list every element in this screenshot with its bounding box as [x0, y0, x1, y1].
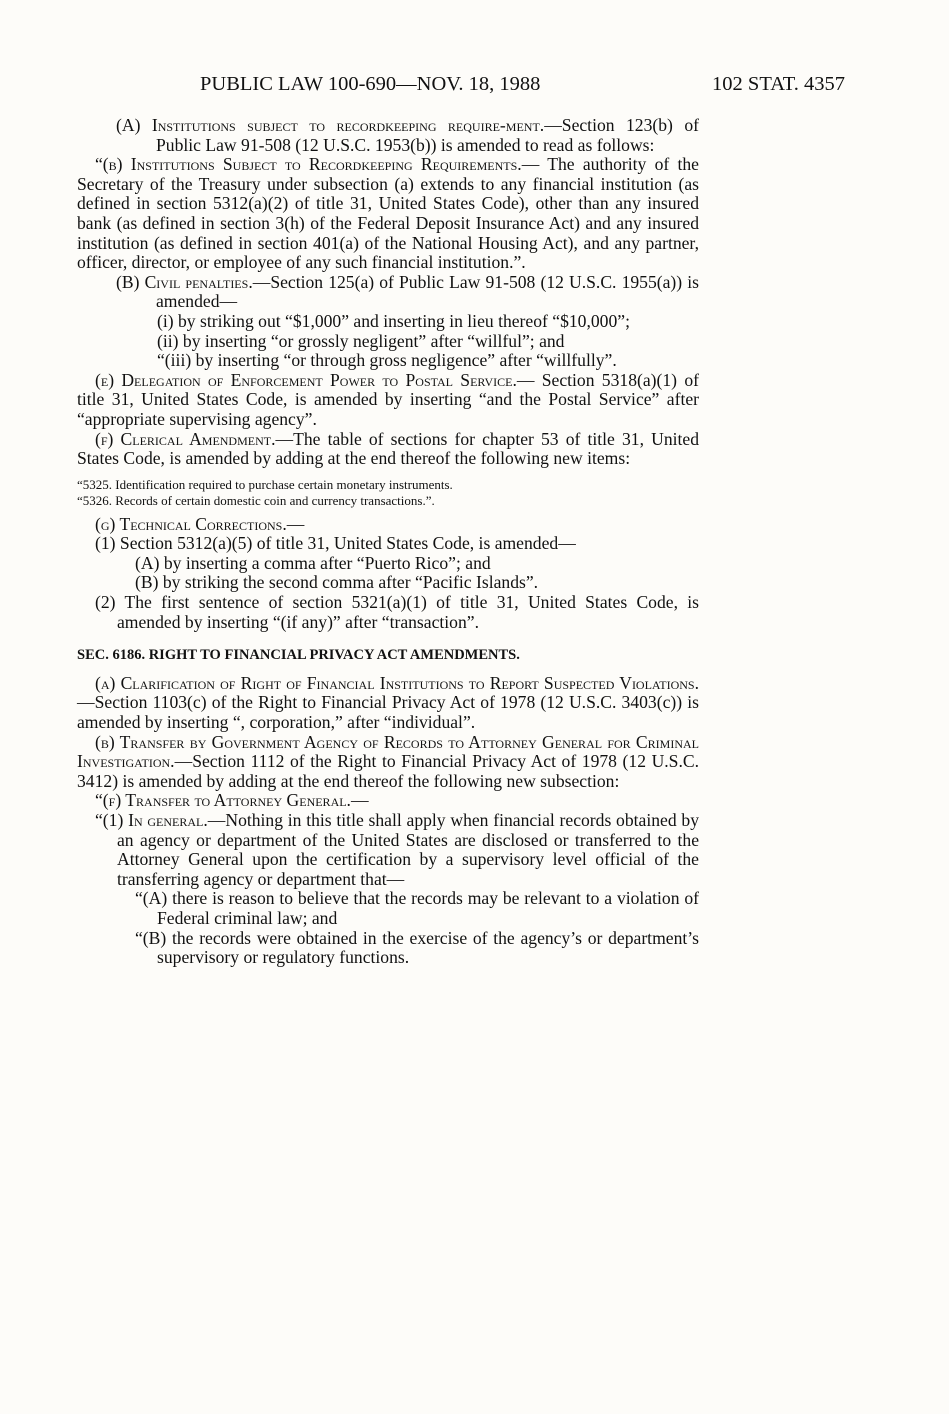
text-s-b: —Section 1112 of the Right to Financial Privacy Act of 1978 (12 U.S.C. 3412) is amended by adding at the end thereof the following new subsection: [77, 751, 699, 791]
text-b: — The authority of the Secretary of the Treasury under subsection (a) extends to any financial institution (as defined in section 5312(a)(2) of title 31, United States Code), other than any insured bank (as defined in section 3(h) of the Federal Deposit Insurance Act) and any insured institution (as defined in section 401(a) of the National Housing Act), and any partner, officer, director, or employee of any such financial institution.”. [77, 154, 699, 273]
stat-page-number: 102 STAT. 4357 [712, 73, 845, 95]
heading-e: (e) Delegation of Enforcement Power to Postal Service. [95, 369, 517, 390]
paragraph-a-institutions [77, 116, 699, 155]
paragraph-g-1-A: (A) by inserting a comma after “Puerto Rico”; and [135, 552, 491, 573]
paragraph-g-1: (1) Section 5312(a)(5) of title 31, United States Code, is amended— [95, 533, 576, 554]
item-5326: “5326. Records of certain domestic coin and currency transactions.”. [77, 492, 435, 508]
paragraph-civil-penalties [77, 273, 699, 312]
text-s-a: —Section 1103(c) of the Right to Financial Privacy Act of 1978 (12 U.S.C. 3403(c)) is amended by inserting “, corporation,” after “individual”. [77, 692, 699, 733]
text-civil: —Section 125(a) of Public Law 91-508 (12 U.S.C. 1955(a)) is amended— [156, 271, 700, 312]
new-items-list [77, 477, 699, 509]
paragraph-s-b-transfer [77, 733, 699, 792]
heading-f2: “(f) Transfer to Attorney General. [95, 790, 351, 811]
text-f: —The table of sections for chapter 53 of title 31, United States Code, is amended by adding at the end thereof the following new items: [77, 428, 699, 469]
clause-i: (i) by striking out “$1,000” and inserting in lieu thereof “$10,000”; [157, 310, 630, 331]
heading-civil: (B) Civil penalties. [116, 271, 253, 292]
text-f2: — [350, 790, 369, 811]
heading-s-a: (a) Clarification of Right of Financial Institutions to Report Suspected Violations. [95, 672, 699, 693]
item-5325: “5325. Identification required to purchase certain monetary instruments. [77, 476, 453, 492]
heading-g: (g) Technical Corrections. [95, 513, 287, 534]
paragraph-g-2: (2) The first sentence of section 5321(a)(1) of title 31, United States Code, is amended by inserting “(if any)” after “transaction”. [95, 592, 699, 632]
paragraph-g-technical [77, 515, 699, 535]
paragraph-b-recordkeeping [77, 155, 699, 273]
paragraph-f-1-B: “(B) the records were obtained in the exercise of the agency’s or department’s supervisory or regulatory functions. [135, 927, 699, 968]
running-title: PUBLIC LAW 100-690—NOV. 18, 1988 [200, 73, 541, 95]
paragraph-s-a-clarification [77, 674, 699, 733]
heading-f: (f) Clerical Amendment. [95, 428, 276, 449]
text-f2-1: —Nothing in this title shall apply when financial records obtained by an agency or department of the United States are disclosed or transferred to the Attorney General upon the certification by a supervisory level official of the transferring agency or department that— [117, 810, 699, 889]
text-e: — Section 5318(a)(1) of title 31, United States Code, is amended by inserting “and the Postal Service” after “appropriate supervising agency”. [77, 369, 699, 429]
text-a: —Section 123(b) of Public Law 91-508 (12 U.S.C. 1953(b)) is amended to read as follows: [156, 115, 699, 155]
heading-b: “(b) Institutions Subject to Recordkeeping Requirements. [95, 154, 522, 175]
heading-a: (A) Institutions subject to recordkeeping require-ment. [116, 115, 545, 135]
paragraph-f-clerical [77, 430, 699, 469]
paragraph-f-1-A: “(A) there is reason to believe that the records may be relevant to a violation of Federal criminal law; and [135, 888, 699, 928]
heading-s-b: (b) Transfer by Government Agency of Records to Attorney General for Criminal Investigation. [77, 731, 699, 772]
text-g: — [286, 513, 305, 534]
page-header [0, 73, 949, 99]
paragraph-f-transfer-ag [77, 791, 699, 811]
clause-iii: “(iii) by inserting “or through gross negligence” after “willfully”. [157, 350, 617, 371]
section-heading-6186: SEC. 6186. RIGHT TO FINANCIAL PRIVACY ACT AMENDMENTS. [77, 647, 520, 664]
paragraph-f-1-general [77, 811, 699, 889]
clause-ii: (ii) by inserting “or grossly negligent” after “willful”; and [157, 330, 565, 351]
document-body [77, 116, 699, 968]
paragraph-e-delegation [77, 371, 699, 430]
heading-f2-1: “(1) In general. [95, 810, 208, 830]
paragraph-g-1-B: (B) by striking the second comma after “Pacific Islands”. [135, 572, 539, 593]
